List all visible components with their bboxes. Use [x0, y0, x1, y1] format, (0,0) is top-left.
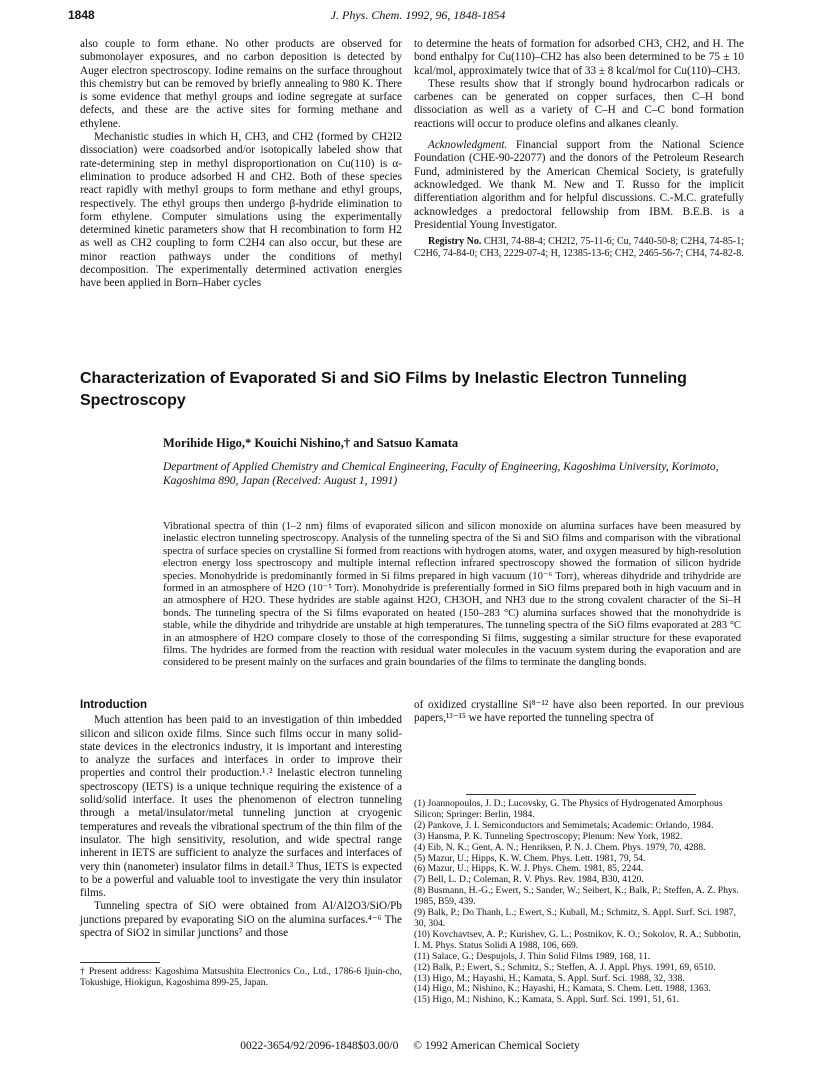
reference-item: (15) Higo, M.; Nishino, K.; Kamata, S. Appl. Surf. Sci. 1991, 51, 61.	[414, 994, 679, 1006]
paragraph: Much attention has been paid to an investigation of thin imbedded silicon and silicon oxide films. Since such films occur in many solid-state devices in the electronics industry, it is important and interesting to analyze the surfaces and interfaces in order to improve their properties and control their production.¹˒² Inelastic electron tunneling spectroscopy (IETS) is a unique technique requiring the existence of a solid/solid interface. It uses the phenomenon of electron tunneling through a metal/insulator/metal tunneling junction at cryogenic temperatures and reveals the vibrational spectrum of the thin film of the insulator. The high sensitivity, resolution, and wide spectral range inherent in IETS are sufficient to analyze the surfaces and interfaces of very thin (nanometer) insulator films in detail.³ Thus, IETS is expected to be a powerful and valuable tool to investigate the very thin insulator films.	[80, 714, 402, 900]
paragraph: to determine the heats of formation for adsorbed CH3, CH2, and H. The bond enthalpy for Cu(110)–CH2 has also been determined to be 75 ± 10 kcal/mol, approximately twice that of 33 ± 8 kcal/mol for Cu(110)–CH3.	[414, 38, 744, 77]
running-header	[68, 8, 768, 26]
paragraph: of oxidized crystalline Si⁸⁻¹² have also been reported. In our previous papers,¹³⁻¹⁵ we have reported the tunneling spectra of	[414, 699, 744, 725]
acknowledgment-text: Financial support from the National Science Foundation (CHE-90-22077) and the donors of the Petroleum Research Fund, administered by the American Chemical Society, is gratefully acknowledged. We thank M. New and T. Russo for the implicit differentiation algorithm and for helpful discussions. C.-M.C. gratefully acknowledges a predoctoral fellowship from IBM. B.E.B. is a Presidential Young Investigator.	[414, 139, 744, 231]
paragraph: Tunneling spectra of SiO were obtained from Al/Al2O3/SiO/Pb junctions prepared by evaporating SiO on the alumina surfaces.⁴⁻⁶ The spectra of SiO2 in similar junctions⁷ and those	[80, 900, 402, 940]
abstract: Vibrational spectra of thin (1–2 nm) films of evaporated silicon and silicon monoxide on alumina surfaces have been measured by inelastic electron tunneling spectroscopy. Analysis of the tunneling spectra of the Si and SiO films and comparison with the vibrational spectra of surface species on crystalline Si formed from reactions with hydrogen atoms, water, and oxygen measured by high-resolution electron energy loss spectroscopy and multiple internal reflection infrared spectroscopy showed the formation of silicon hydride species. Monohydride is predominantly formed in Si films prepared in high vacuum (10⁻⁶ Torr), whereas dihydride and trihydride are formed in an atmosphere of H2O (10⁻⁵ Torr). Monohydride is preferentially formed in SiO films prepared both in high vacuum and in an atmosphere of H2O. These hydrides are stable against H2O, CH3OH, and NH3 due to the strong covalent character of the Si–H bonds. The tunneling spectra of the Si films evaporated on heated (150–283 °C) alumina surfaces showed that the monohydride is stable, while the dihydride and trihydride are unstable at high temperatures. The tunneling spectra of the SiO films evaporated at 283 °C in an atmosphere of H2O compare closely to those of the corresponding Si films, suggesting a similar structure for these evaporated films. The hydrides are formed from the reaction with residual water molecules in the vacuum system during the evaporation and are considered to be present mainly on the surfaces and grain boundaries of the films to terminate the dangling bonds.	[163, 521, 741, 669]
previous-article-right-column	[414, 38, 744, 260]
article-authors: Morihide Higo,* Kouichi Nishino,† and Satsuo Kamata	[163, 436, 459, 450]
reference-item: (13) Higo, M.; Hayashi, H.; Kamata, S. Appl. Surf. Sci. 1988, 32, 338.	[414, 972, 685, 984]
acknowledgment	[414, 139, 744, 232]
reference-item: (9) Balk, P.; Do Thanh, L.; Ewert, S.; Kuball, M.; Schmitz, S. Appl. Surf. Sci. 1987, 30, 304.	[414, 907, 737, 929]
reference-item: (6) Mazur, U.; Hipps, K. W. J. Phys. Chem. 1981, 85, 2244.	[414, 863, 644, 875]
paragraph: also couple to form ethane. No other products are observed for submonolayer exposures, and no carbon deposition is detected by Auger electron spectroscopy. Iodine remains on the surface throughout this chemistry but can be removed by briefly annealing to 980 K. There is some evidence that methyl groups and iodine segregate at surface defects, and these are the active sites for forming methane and ethylene.	[80, 38, 402, 130]
introduction-right-column	[414, 699, 744, 726]
reference-item: (2) Pankove, J. I. Semiconductors and Semimetals; Academic: Orlando, 1984.	[414, 819, 714, 831]
registry-text: CH3I, 74-88-4; CH2I2, 75-11-6; Cu, 7440-50-8; C2H4, 74-85-1; C2H6, 74-84-0; CH3, 2229-07-4; H, 12385-13-6; CH2, 2465-56-7; CH4, 74-82-8.	[414, 236, 744, 260]
section-heading: Introduction	[80, 699, 148, 711]
reference-item: (12) Balk, P.; Ewert, S.; Schmitz, S.; Steffen, A. J. Appl. Phys. 1991, 69, 6510.	[414, 961, 716, 973]
journal-citation: J. Phys. Chem. 1992, 96, 1848-1854	[330, 8, 506, 22]
footnote-divider	[80, 962, 160, 963]
reference-item: (1) Joannopoulos, J. D.; Lucovsky, G. The Physics of Hydrogenated Amorphous Silicon; Springer: Berlin, 1984.	[414, 798, 723, 820]
registry-label: Registry No.	[428, 236, 482, 248]
previous-article-left-column	[80, 38, 402, 291]
page-number: 1848	[68, 8, 95, 22]
article-title: Characterization of Evaporated Si and SiO Films by Inelastic Electron Tunneling Spectroscopy	[80, 370, 687, 409]
introduction-left-column	[80, 699, 402, 940]
footnote: † Present address: Kagoshima Matsushita Electronics Co., Ltd., 1786-6 Ijuin-cho, Tokushige, Hiokigun, Kagoshima 899-25, Japan.	[80, 966, 402, 988]
copyright: © 1992 American Chemical Society	[413, 1040, 580, 1052]
reference-item: (11) Salace, G.; Despujols, J. Thin Solid Films 1989, 168, 11.	[414, 950, 651, 962]
references-divider	[466, 794, 696, 795]
reference-item: (8) Busmann, H.-G.; Ewert, S.; Sander, W.; Seibert, K.; Balk, P.; Steffen, A. Z. Phys. 1985, B59, 439.	[414, 885, 739, 908]
references	[414, 799, 744, 1006]
reference-item: (3) Hansma, P. K. Tunneling Spectroscopy; Plenum: New York, 1982.	[414, 830, 683, 842]
page-footer	[0, 1040, 820, 1052]
reference-item: (5) Mazur, U.; Hipps, K. W. Chem. Phys. Lett. 1981, 79, 54.	[414, 852, 646, 864]
reference-item: (4) Eib, N. K.; Gent, A. N.; Henriksen, P. N. J. Chem. Phys. 1979, 70, 4288.	[414, 841, 706, 853]
article-code: 0022-3654/92/2096-1848$03.00/0	[240, 1040, 399, 1052]
paragraph: These results show that if strongly bound hydrocarbon radicals or carbenes can be generated on copper surfaces, then C–H bond dissociation as well as a variety of C–H and C–C bond formation reactions will occur to produce olefins and alkanes cleanly.	[414, 77, 744, 130]
article-affiliation: Department of Applied Chemistry and Chemical Engineering, Faculty of Engineering, Kagoshima University, Korimoto, Kagoshima 890, Japan (Received: August 1, 1991)	[163, 461, 719, 487]
registry-numbers	[414, 236, 744, 260]
reference-item: (14) Higo, M.; Nishino, K.; Hayashi, H.; Kamata, S. Chem. Lett. 1988, 1363.	[414, 983, 711, 995]
acknowledgment-label: Acknowledgment.	[428, 139, 508, 152]
reference-item: (7) Bell, L. D.; Coleman, R. V. Phys. Rev. 1984, B30, 4120.	[414, 874, 644, 886]
paragraph: Mechanistic studies in which H, CH3, and CH2 (formed by CH2I2 dissociation) were coadsorbed and/or isotopically labeled show that rate-determining step in methyl disproportionation on Cu(110) is α-elimination to produce adsorbed H and CH2. Both of these species react rapidly with methyl groups to form methane and ethyl groups, respectively. The ethyl groups then undergo β-hydride elimination to form ethylene. Computer simulations using the experimentally determined kinetic parameters show that H recombination to form H2 as well as CH2 coupling to form C2H4 can also occur, but these are minor reaction pathways under the conditions of methyl decomposition. The experimentally determined activation energies have been applied in Born–Haber cycles	[80, 131, 402, 290]
reference-item: (10) Kovchavtsev, A. P.; Kurishev, G. L.; Postnikov, K. O.; Sokolov, R. A.; Subbotin, I. M. Phys. Status Solidi A 1988, 106, 669.	[414, 928, 741, 951]
